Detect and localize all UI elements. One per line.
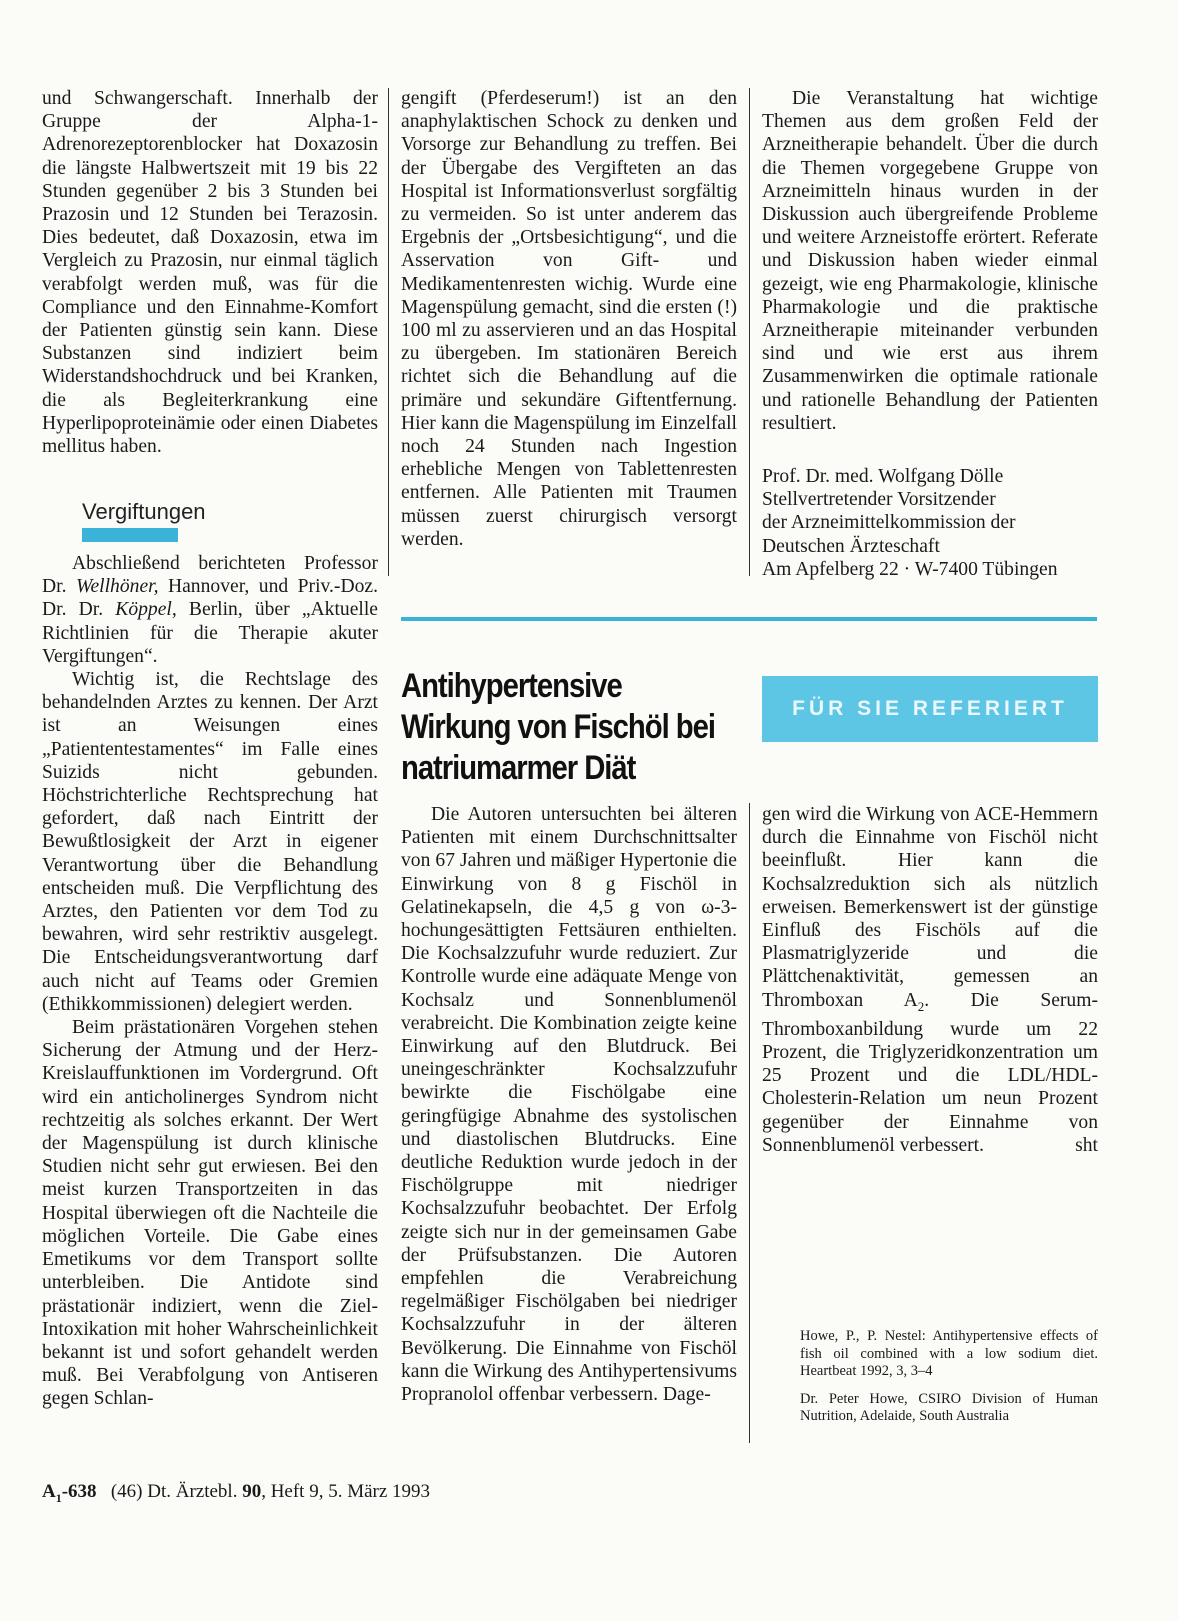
- column-divider: [749, 88, 750, 576]
- section-badge: FÜR SIE REFERIERT: [762, 676, 1098, 742]
- paragraph: Die Autoren untersuchten bei älteren Patienten mit einem Durchschnittsalter von 67 Jahren und mäßiger Hypertonie die Einwirkung von 8 g Fischöl in Gelatinekapseln, die 4,5 g von ω-3-hochungesättigten Fettsäuren enthielten. Die Kochsalzzufuhr wurde reduziert. Zur Kontrolle wurde eine adäquate Menge von Kochsalz und Sonnenblumenöl verabreicht. Die Kombination zeigte keine Einwirkung auf den Blutdruck. Bei uneingeschränkter Kochsalzzufuhr bewirkte die Fischölgabe eine geringfügige Abnahme des systolischen und diastolischen Blutdrucks. Eine deutliche Reduktion wurde jedoch in der Fischölgruppe mit niedriger Kochsalzzufuhr beobachtet. Der Erfolg zeigte sich nur in der gemeinsamen Gabe der Prüfsubstanzen. Die Autoren empfehlen die Verabreichung regelmäßiger Fischölgaben bei niedriger Kochsalzzufuhr in der älteren Bevölkerung. Die Einnahme von Fischöl kann die Wirkung des Antihypertensivums Propranolol offenbar verbessern. Dage-: [401, 804, 737, 1406]
- article-separator: [401, 617, 1097, 621]
- column-divider: [388, 88, 389, 576]
- column-2: [401, 87, 737, 551]
- paragraph: Die Veranstaltung hat wichtige Themen aus dem großen Feld der Arzneitherapie behandelt. Über die durch die Themen vorgegebene Gruppe von Arzneimitteln hinaus wurden in der Diskussion auch übergreifende Probleme und weitere Arzneistoffe erörtert. Referate und Diskussion haben wieder einmal gezeigt, wie eng Pharmakologie, klinische Pharmakologie und die praktische Arzneitherapie miteinander verbunden sind und wie erst aus ihrem Zusammenwirken die optimale rationale und rationelle Behandlung der Patienten resultiert.: [762, 88, 1098, 434]
- affiliation: Dr. Peter Howe, CSIRO Division of Human Nutrition, Adelaide, South Australia: [800, 1390, 1098, 1424]
- section-heading-bar: [82, 528, 178, 542]
- paragraph: gengift (Pferdeserum!) ist an den anaphylaktischen Schock zu denken und Vorsorge zur Behandlung zu treffen. Bei der Übergabe des Vergifteten an das Hospital ist Informationsverlust sorgfältig zu vermeiden. So ist unter anderem das Ergebnis der „Ortsbesichtigung“, und die Asservation von Gift- und Medikamentenresten wichig. Wurde eine Magenspülung gemacht, sind die ersten (!) 100 ml zu asservieren und an das Hospital zu übergeben. Im stationären Bereich richtet sich die Behandlung auf die primäre und sekundäre Giftentfernung. Hier kann die Magenspülung im Einzelfall noch 24 Stunden nach Ingestion erhebliche Mengen von Tablettenresten entfernen. Alle Patienten mit Traumen müssen zuerst chirurgisch versorgt werden.: [401, 88, 737, 550]
- paragraph: Beim prästationären Vorgehen stehen Sicherung der Atmung und der Herz-Kreislauffunktionen im Vordergrund. Oft wird ein anticholinerges Syndrom nicht rechtzeitig als solches erkannt. Der Wert der Magenspülung ist durch klinische Studien nicht sehr gut erwiesen. Bei den meist kurzen Transportzeiten in das Hospital überwiegen oft die Nachteile die möglichen Vorteile. Die Gabe eines Emetikums vor dem Transport sollte unterbleiben. Die Antidote sind prästationär indiziert, wenn die Ziel-Intoxikation mit hoher Wahrscheinlichkeit bekannt ist und sofort gehandelt werden muß. Bei Verabfolgung von Antiseren gegen Schlan-: [42, 1017, 378, 1410]
- paragraph: Wichtig ist, die Rechtslage des behandelnden Arztes zu kennen. Der Arzt ist an Weisungen eines „Patiententestamentes“ im Falle eines Suizids nicht gebunden. Höchstrichterliche Rechtsprechung hat gefordert, daß nach Eintritt der Bewußtlosigkeit der Arzt in eigener Verantwortung über die Behandlung entscheiden muß. Die Verpflichtung des Arztes, den Patienten vor dem Tod zu bewahren, wird sehr restriktiv ausgelegt. Die Entscheidungsverantwortung darf auch nicht auf Teams oder Gremien (Ethikkommissionen) delegiert werden.: [42, 669, 378, 1015]
- article-headline: Antihypertensive Wirkung von Fischöl bei natriumarmer Diät: [401, 667, 715, 787]
- column-divider: [749, 803, 750, 1443]
- subscript: 2: [917, 998, 925, 1014]
- author-tag: sht: [1075, 1134, 1098, 1156]
- paragraph: gen wird die Wirkung von ACE-Hemmern durch die Einnahme von Fischöl nicht beeinflußt. Hier kann die Kochsalzreduktion sich als nützlich erweisen. Bemerkenswert ist der günstige Einfluß des Fischöls auf die Plasmatriglyzeride und die Plättchenaktivität, gemessen an Thromboxan $A_2$. Die Serum-Thromboxanbildung wurde um 22 Prozent, die Triglyzeridkonzentration um 25 Prozent und die LDL/HDL-Cholesterin-Relation um neun Prozent gegenüber der Einnahme von Sonnenblumenöl verbessert. sht: [762, 804, 1098, 1156]
- column-1-section: [42, 552, 378, 1411]
- article-column-left: [401, 803, 737, 1406]
- page-footer: $A_1-638$ (46) Dt. Ärztebl. 90, Heft 9, 5. März 1993: [42, 1481, 431, 1505]
- reference: Howe, P., P. Nestel: Antihypertensive effects of fish oil combined with a low sodium diet. Heartbeat 1992, 3, 3–4: [800, 1328, 1098, 1379]
- paragraph: Abschließend berichteten Professor Dr. Wellhöner, Hannover, und Priv.-Doz. Dr. Dr. Köppel, Berlin, über „Aktuelle Richtlinien für die Therapie akuter Vergiftungen“.: [42, 553, 378, 667]
- intro-paragraph: und Schwangerschaft. Innerhalb der Gruppe der Alpha-1-Adrenorezeptorenblocker hat Doxazosin die längste Halbwertszeit mit 19 bis 22 Stunden gegenüber 2 bis 3 Stunden bei Prazosin und 12 Stunden bei Terazosin. Dies bedeutet, daß Doxazosin, etwa im Vergleich zu Prazosin, nur einmal täglich verabfolgt werden muß, was für die Compliance und den Einnahme-Komfort der Patienten günstig sein kann. Diese Substanzen sind indiziert beim Widerstandshochdruck und bei Kranken, die als Begleiterkrankung eine Hyperlipoproteinämie oder einen Diabetes mellitus haben.: [42, 88, 378, 458]
- column-3: [762, 87, 1098, 435]
- section-heading: Vergiftungen: [82, 499, 206, 524]
- reference-block: [800, 1328, 1098, 1436]
- omega-symbol: ω: [701, 896, 715, 918]
- signature-block: Prof. Dr. med. Wolfgang Dölle Stellvertretender Vorsitzender der Arzneimittelkommission der Deutschen Ärzteschaft Am Apfelberg 22 · W-7400 Tübingen: [762, 466, 1058, 580]
- column-1: [42, 87, 378, 458]
- person-name: Wellhöner,: [75, 576, 159, 598]
- volume: 90: [242, 1481, 262, 1502]
- page-code: A: [42, 1481, 56, 1502]
- article-column-right: [762, 803, 1098, 1157]
- person-name: Köppel,: [115, 599, 177, 621]
